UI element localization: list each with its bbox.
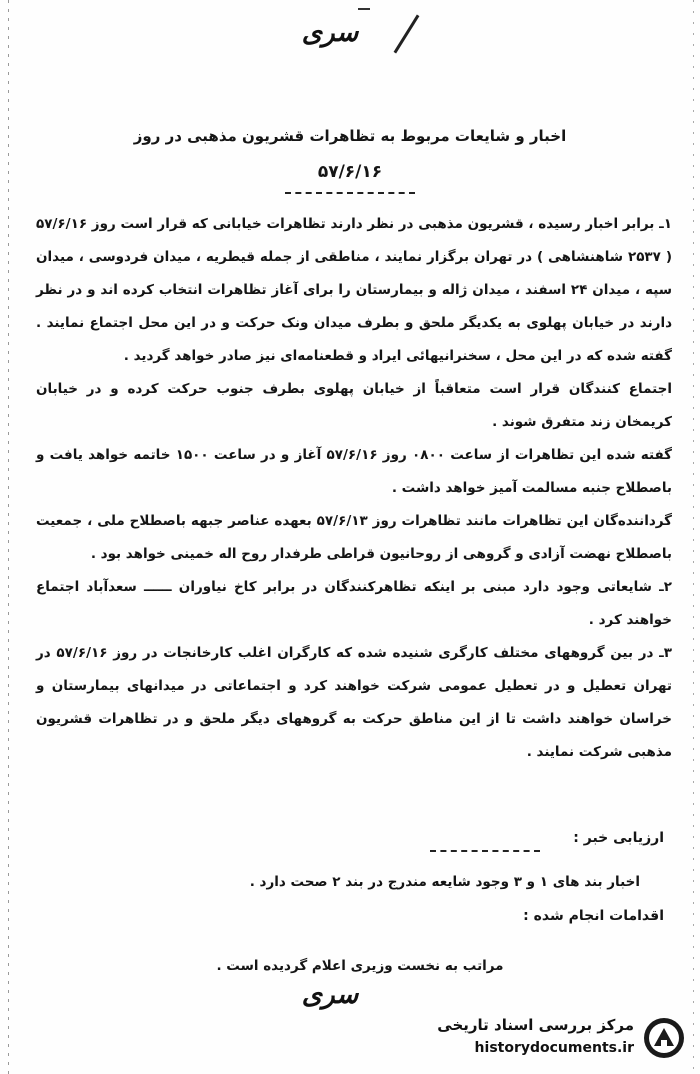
watermark-url: historydocuments.ir: [474, 1040, 634, 1056]
document-body: [36, 208, 672, 769]
archive-watermark: [412, 1010, 692, 1066]
assessment-text: اخبار بند های ۱ و ۳ وجود شایعه مندرج در بند ۲ صحت دارد .: [249, 874, 640, 890]
paragraph-6: ۳ـ در بین گروههای مختلف کارگری شنیده شده که کارگران اغلب کارخانجات در روز ۵۷/۶/۱۶ در تهران تعطیل و در تعطیل عمومی شرکت خواهند کرد و اجتماعاتی در میدانهای بیمارستان و خراسان خواهند داشت تا از این مناطق حرکت به گروههای دیگر ملحق و در تظاهرات قشریون مذهبی شرکت نمایند .: [36, 645, 672, 760]
watermark-title: مرکز بررسی اسناد تاریخی: [437, 1016, 634, 1034]
assessment-label: ارزیابی خبر :: [573, 830, 664, 846]
classification-top: سری: [301, 18, 359, 48]
document-date: ۵۷/۶/۱۶: [317, 162, 383, 182]
paragraph-4: گرداننده‌گان این تظاهرات مانند تظاهرات روز ۵۷/۶/۱۳ بعهده عناصر جبهه باصطلاح ملی ، جمعیت باصطلاح نهضت آزادی و گروهی از روحانیون قراطی طرفدار روح اله خمینی خواهد بود .: [36, 513, 672, 562]
actions-label: اقدامات انجام شده :: [523, 908, 664, 924]
date-underline: [285, 192, 415, 194]
paragraph-5: ۲ـ شایعاتی وجود دارد مبنی بر اینکه تظاهرکنندگان در برابر کاخ نیاوران ــــــ سعدآباد اجتماع خواهند کرد .: [36, 579, 672, 628]
paragraph-3: گفته شده این تظاهرات از ساعت ۰۸۰۰ روز ۵۷/۶/۱۶ آغاز و در ساعت ۱۵۰۰ خاتمه خواهد یافت و باصطلاح جنبه مسالمت آمیز خواهد داشت .: [36, 447, 673, 496]
actions-text: مراتب به نخست وزیری اعلام گردیده است .: [216, 958, 504, 974]
archive-logo-icon: [642, 1016, 686, 1060]
right-page-edge: [693, 0, 694, 1074]
assessment-underline: [430, 850, 540, 852]
document-title: اخبار و شایعات مربوط به تظاهرات قشریون مذهبی در روز: [133, 127, 567, 145]
paragraph-2: اجتماع کنندگان قرار است متعاقباً از خیابان پهلوی بطرف جنوب حرکت کرده و در خیابان کریمخان زند متفرق شوند .: [36, 381, 672, 430]
handwritten-mark: [358, 8, 370, 18]
classification-bottom: سری: [301, 980, 359, 1010]
left-page-edge: [8, 0, 9, 1074]
paragraph-1: ۱ـ برابر اخبار رسیده ، قشریون مذهبی در نظر دارند تظاهرات خیابانی که قرار است روز ۵۷/۶/۱۶ ( ۲۵۳۷ شاهنشاهی ) در تهران برگزار نمایند ، مناطقی از جمله قیطریه ، میدان فردوسی ، میدان سپه ، میدان ۲۴ اسفند ، میدان ژاله و بیمارستان را برای آغاز تظاهرات انتخاب کرده اند و در نظر دارند در خیابان پهلوی به یکدیگر ملحق و بطرف میدان ونک حرکت و در این محل اجتماع نمایند . گفته شده که در این محل ، سخنرانیهائی ایراد و قطعنامه‌ای نیز صادر خواهد گردید .: [36, 216, 672, 364]
